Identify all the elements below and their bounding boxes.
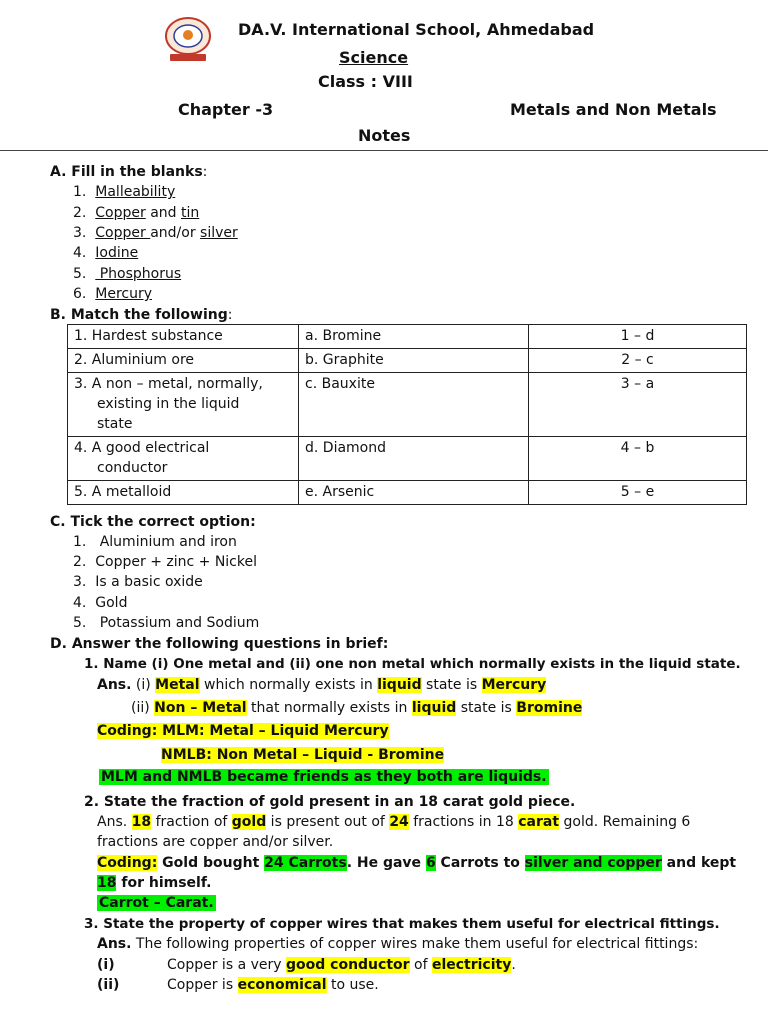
class-label: Class : VIII (318, 72, 413, 91)
q2-answer-line-1: Ans. 18 fraction of gold is present out of 24 fractions in 18 carat gold. Remaining 6 (97, 814, 691, 830)
q3-point-1-number: (i) (97, 957, 115, 973)
list-item: 3. Copper and/or silver (73, 225, 238, 241)
list-item: 2. Copper and tin (73, 205, 200, 221)
table-row: 5. A metalloid e. Arsenic 5 – e (68, 481, 747, 505)
q2-coding-line-1: Coding: Gold bought 24 Carrots. He gave 6 Carrots to silver and copper and kept (97, 855, 737, 871)
section-a-heading: A. Fill in the blanks: (50, 164, 208, 180)
list-item: 6. Mercury (73, 286, 153, 302)
question-2: 2. State the fraction of gold present in an 18 carat gold piece. (84, 794, 576, 810)
q1-coding-nmlb: NMLB: Non Metal – Liquid - Bromine (161, 747, 445, 763)
subject-title: Science (339, 48, 409, 67)
question-1: 1. Name (i) One metal and (ii) one non metal which normally exists in the liquid state. (84, 656, 741, 672)
q3-point-1: Copper is a very good conductor of electricity. (167, 957, 516, 973)
match-table (67, 324, 747, 505)
table-row: 1. Hardest substance a. Bromine 1 – d (68, 325, 747, 349)
q3-point-2: Copper is economical to use. (167, 977, 379, 993)
list-item: 5. Potassium and Sodium (73, 615, 260, 631)
q1-friends-note: MLM and NMLB became friends as they both are liquids. (101, 769, 547, 785)
list-item: 1. Aluminium and iron (73, 534, 237, 550)
chapter-title: Metals and Non Metals (510, 100, 717, 119)
list-item: 5. Phosphorus (73, 266, 182, 282)
q2-coding-line-2: 18 for himself. (97, 875, 212, 891)
list-item: 1. Malleability (73, 184, 176, 200)
question-3: 3. State the property of copper wires that makes them useful for electrical fittings. (84, 916, 720, 932)
q3-answer-intro: Ans. The following properties of copper wires make them useful for electrical fittings: (97, 936, 699, 952)
q1-answer-line-1: Ans. (i) Metal which normally exists in liquid state is Mercury (97, 677, 547, 693)
chapter-label: Chapter -3 (178, 100, 274, 119)
section-d-heading: D. Answer the following questions in brief: (50, 636, 389, 652)
notes-title: Notes (358, 126, 411, 145)
q1-answer-line-2: (ii) Non – Metal that normally exists in liquid state is Bromine (131, 700, 583, 716)
table-row: 2. Aluminium ore b. Graphite 2 – c (68, 349, 747, 373)
list-item: 4. Iodine (73, 245, 139, 261)
list-item: 2. Copper + zinc + Nickel (73, 554, 257, 570)
list-item: 4. Gold (73, 595, 128, 611)
table-row: 3. A non – metal, normally, existing in the liquid state c. Bauxite 3 – a (68, 373, 747, 437)
q3-point-2-number: (ii) (97, 977, 120, 993)
section-b-heading: B. Match the following: (50, 307, 233, 323)
q1-coding-mlm: Coding: MLM: Metal – Liquid Mercury (97, 723, 389, 739)
list-item: 3. Is a basic oxide (73, 574, 203, 590)
q2-carrot-carat: Carrot – Carat. (99, 895, 214, 911)
q2-answer-line-2: fractions are copper and/or silver. (97, 834, 334, 850)
table-row: 4. A good electrical conductor d. Diamond 4 – b (68, 437, 747, 481)
school-name: DA.V. International School, Ahmedabad (238, 20, 595, 39)
section-c-heading: C. Tick the correct option: (50, 514, 256, 530)
header-divider (0, 150, 768, 151)
school-logo-icon (162, 14, 214, 64)
